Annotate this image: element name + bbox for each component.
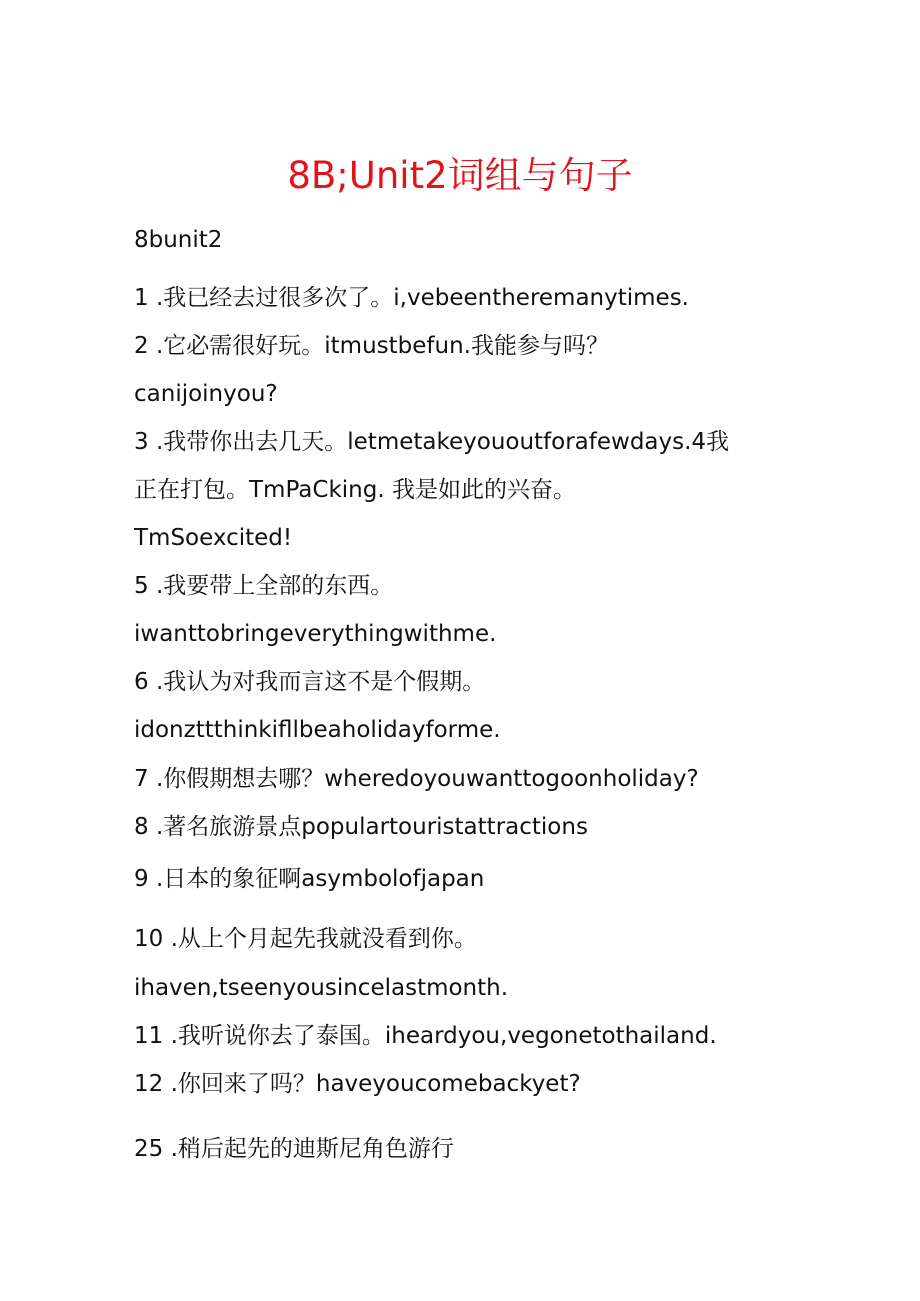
text-line: 3 .我带你出去几天。letmetakeyououtforafewdays.4我	[134, 429, 730, 455]
text-line: 7 .你假期想去哪？wheredoyouwanttogoonholiday?	[134, 766, 699, 792]
text-line: idonzttthinkifllbeaholidayforme.	[134, 717, 501, 743]
text-line: 6 .我认为对我而言这不是个假期。	[134, 669, 486, 695]
document-title: 8B;Unit2词组与句子	[287, 154, 633, 197]
text-line: 9 .日本的象征啊asymbolofjapan	[134, 866, 485, 892]
text-line: 正在打包。TmPaCking. 我是如此的兴奋。	[134, 477, 576, 503]
text-line: TmSoexcited!	[134, 525, 293, 551]
text-line: canijoinyou?	[134, 381, 278, 407]
text-line: 2 .它必需很好玩。itmustbefun.我能参与吗？	[134, 333, 609, 359]
document-subtitle: 8bunit2	[134, 227, 223, 253]
text-line: 25 .稍后起先的迪斯尼角色游行	[134, 1136, 454, 1162]
text-line: iwanttobringeverythingwithme.	[134, 621, 497, 647]
text-line: 8 .著名旅游景点populartouristattractions	[134, 814, 588, 840]
text-line: ihaven,tseenyousincelastmonth.	[134, 975, 509, 1001]
text-line: 5 .我要带上全部的东西。	[134, 573, 394, 599]
text-line: 10 .从上个月起先我就没看到你。	[134, 926, 477, 952]
text-line: 11 .我听说你去了泰国。iheardyou,vegonetothailand.	[134, 1023, 717, 1049]
text-line: 1 .我已经去过很多次了。i,vebeentheremanytimes.	[134, 285, 689, 311]
text-line: 12 .你回来了吗？haveyoucomebackyet?	[134, 1071, 581, 1097]
